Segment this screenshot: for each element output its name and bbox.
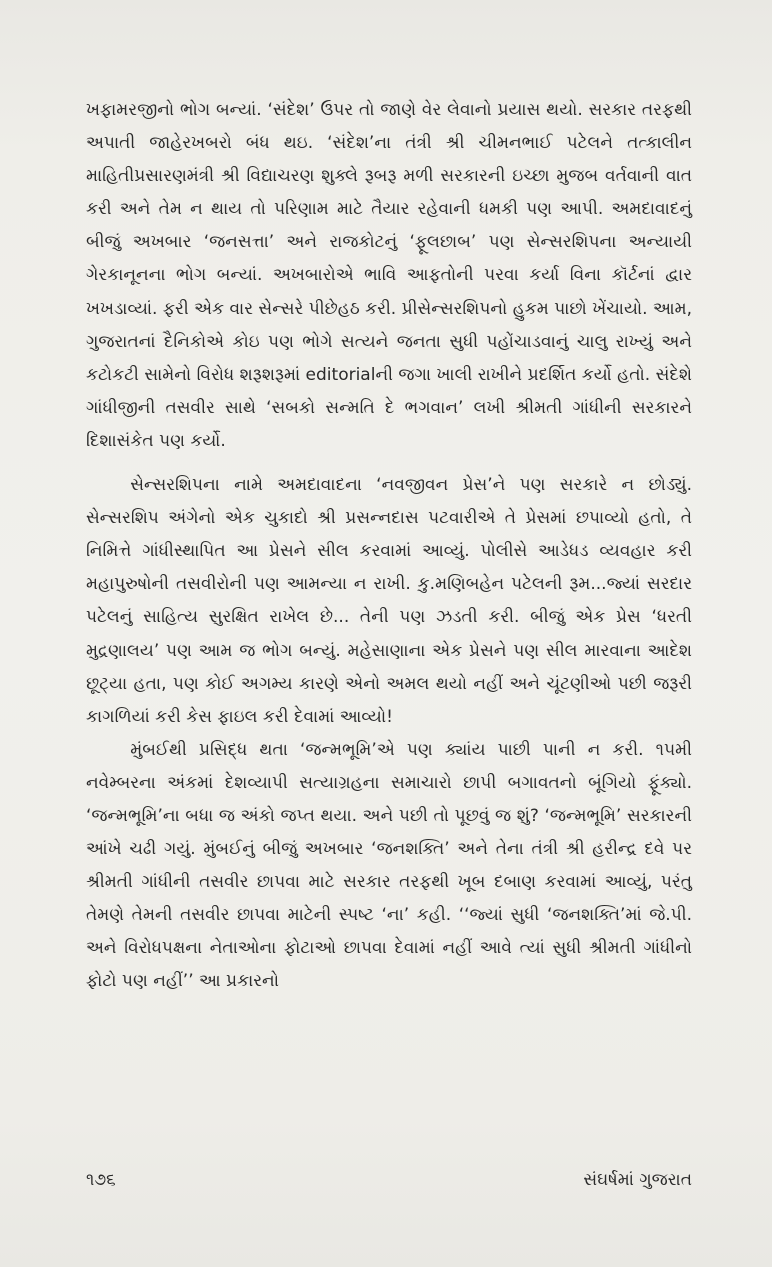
paragraph-1: ખફામરજીનો ભોગ બન્યાં. ‘સંદેશ’ ઉપર તો જાણે વેર લેવાનો પ્રયાસ થયો. સરકાર તરફથી અપાતી જાહેરખબરો બંધ થઇ. ‘સંદેશ’ના તંત્રી શ્રી ચીમનભાઈ પટેલને તત્કાલીન માહિતીપ્રસારણમંત્રી શ્રી વિદ્યાચરણ શુક્લે રૂબરૂ મળી સરકારની ઇચ્છા મુજબ વર્તવાની વાત કરી અને તેમ ન થાય તો પરિણામ માટે તૈયાર રહેવાની ધમકી પણ આપી. અમદાવાદનું બીજું અખબાર ‘જનસત્તા’ અને રાજકોટનું ‘ફૂલછાબ’ પણ સેન્સરશિપના અન્યાયી ગેરકાનૂનના ભોગ બન્યાં. અખબારોએ ભાવિ આફતોની પરવા કર્યા વિના કૉર્ટનાં દ્વાર ખખડાવ્યાં. ફરી એક વાર સેન્સરે પીછેહઠ કરી. પ્રીસેન્સરશિપનો હુકમ પાછો ખેંચાયો. આમ, ગુજરાતનાં દૈનિકોએ કોઇ પણ ભોગે સત્યને જનતા સુધી પહોંચાડવાનું ચાલુ રાખ્યું અને કટોકટી સામેનો વિરોધ શરૂશરૂમાં editorialની જગા ખાલી રાખીને પ્રદર્શિત કર્યો હતો. સંદેશે ગાંધીજીની તસવીર સાથે ‘સબકો સન્મતિ દે ભગવાન’ લખી શ્રીમતી ગાંધીની સરકારને દિશાસંકેત પણ કર્યો. xyxy=(86,100,692,451)
paragraph-2: સેન્સરશિપના નામે અમદાવાદના ‘નવજીવન પ્રેસ’ને પણ સરકારે ન છોડ્યું. સેન્સરશિપ અંગેનો એક ચુકાદો શ્રી પ્રસન્નદાસ પટવારીએ તે પ્રેસમાં છપાવ્યો હતો, તે નિમિત્તે ગાંધીસ્થાપિત આ પ્રેસને સીલ કરવામાં આવ્યું. પોલીસે આડેધડ વ્યવહાર કરી મહાપુરુષોની તસવીરોની પણ આમન્યા ન રાખી. કુ.મણિબહેન પટેલની રૂમ...જ્યાં સરદાર પટેલનું સાહિત્ય સુરક્ષિત રાખેલ છે... તેની પણ ઝડતી કરી. બીજું એક પ્રેસ ‘ધરતી મુદ્રણાલય’ પણ આમ જ ભોગ બન્યું. મહેસાણાના એક પ્રેસને પણ સીલ મારવાના આદેશ છૂટ્યા હતા, પણ કોઈ અગમ્ય કારણે એનો અમલ થયો નહીં અને ચૂંટણીઓ પછી જરૂરી કાગળિયાં કરી કેસ ફાઇલ કરી દેવામાં આવ્યો! xyxy=(86,475,692,727)
paragraph-3: મુંબઈથી પ્રસિદ્ધ થતા ‘જન્મભૂમિ’એ પણ ક્યાંય પાછી પાની ન કરી. ૧૫મી નવેમ્બરના અંકમાં દેશવ્યાપી સત્યાગ્રહના સમાચારો છાપી બગાવતનો બૂંગિયો ફૂંક્યો. ‘જન્મભૂમિ’ના બધા જ અંકો જપ્ત થયા. અને પછી તો પૂછવું જ શું? ‘જન્મભૂમિ’ સરકારની આંખે ચઢી ગયું. મુંબઈનું બીજું અખબાર ‘જનશક્તિ’ અને તેના તંત્રી શ્રી હરીન્દ્ર દવે પર શ્રીમતી ગાંધીની તસવીર છાપવા માટે સરકાર તરફથી ખૂબ દબાણ કરવામાં આવ્યું, પરંતુ તેમણે તેમની તસવીર છાપવા માટેની સ્પષ્ટ ‘ના’ કહી. ‘‘જ્યાં સુધી ‘જનશક્તિ’માં જે.પી. અને વિરોધપક્ષના નેતાઓના ફોટાઓ છાપવા દેવામાં નહીં આવે ત્યાં સુધી શ્રીમતી ગાંધીનો ફોટો પણ નહીં’’ આ પ્રકારનો xyxy=(86,739,692,992)
page-number: ૧૭૬ xyxy=(86,1170,116,1190)
page-body xyxy=(86,94,692,999)
page-footer xyxy=(86,1170,692,1200)
running-title: સંઘર્ષમાં ગુજરાત xyxy=(583,1170,692,1190)
